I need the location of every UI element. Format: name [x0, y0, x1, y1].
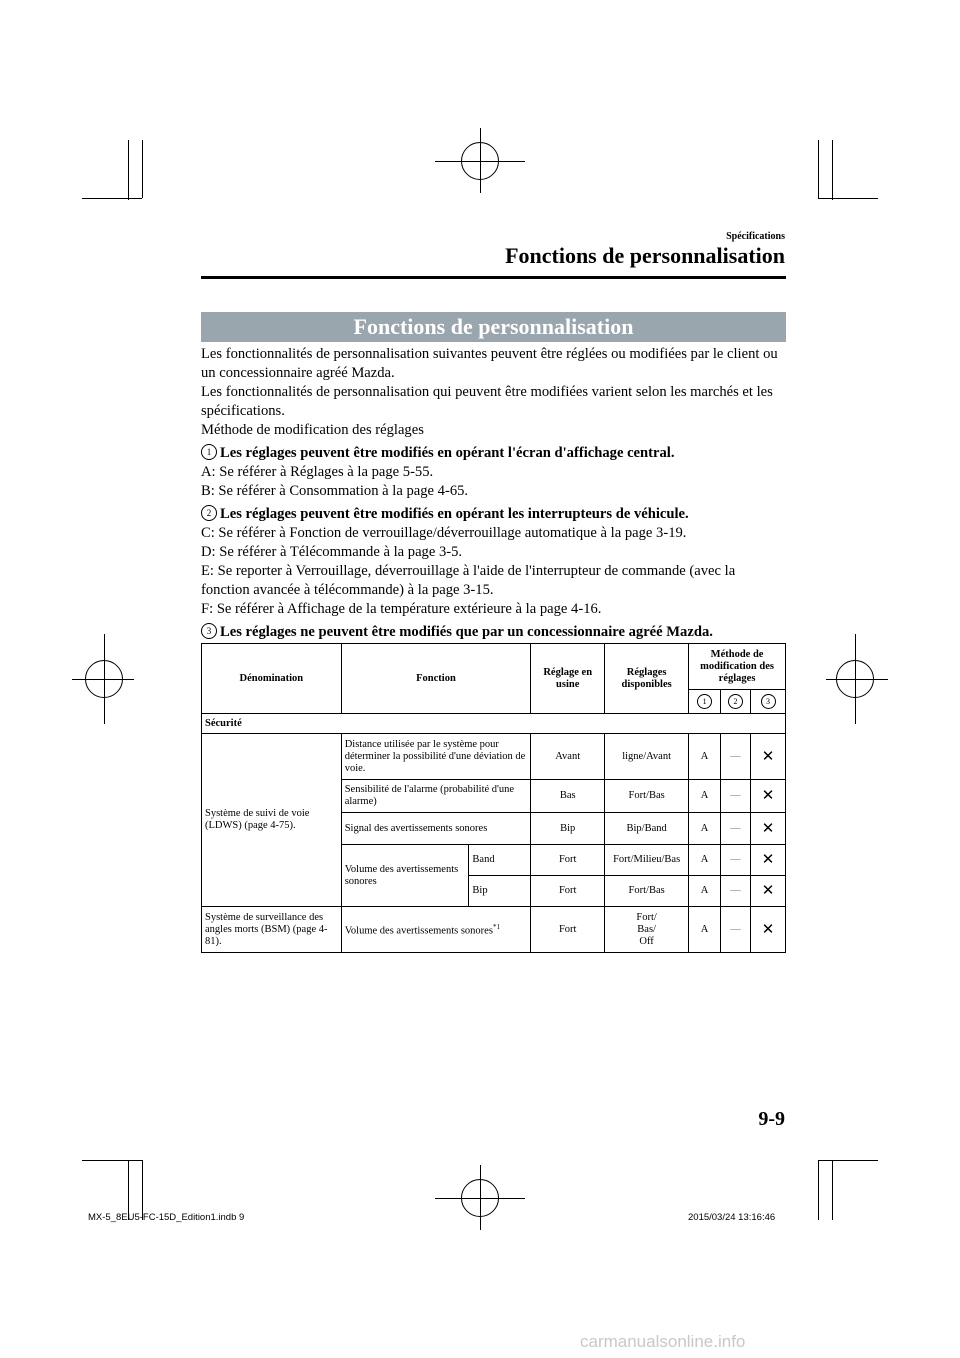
cell-sub: Bip: [469, 876, 531, 907]
cross-icon: ✕: [751, 734, 786, 780]
cell-available: Fort/ Bas/ Off: [605, 907, 689, 953]
method-2-line-c: C: Se référer à Fonction de verrouillage/déverrouillage automatique à la page 3-19.: [201, 525, 687, 541]
cell-factory: Fort: [531, 907, 605, 953]
bsm-name: Système de surveillance des angles morts (BSM) (page 4-81).: [202, 907, 342, 953]
cell-available: ligne/Avant: [605, 734, 689, 780]
cell-function: Sensibilité de l'alarme (probabilité d'une alarme): [341, 780, 531, 813]
cell-m2: —: [721, 734, 751, 780]
cell-m1: A: [689, 780, 721, 813]
page-header-title: Fonctions de personnalisation: [505, 243, 785, 268]
watermark: carmanualsonline.info: [580, 1332, 746, 1351]
cell-sub: Band: [469, 845, 531, 876]
header-name: Dénomination: [202, 644, 342, 714]
cell-factory: Bas: [531, 780, 605, 813]
cell-factory: Fort: [531, 845, 605, 876]
method-1-heading: [201, 444, 786, 463]
table-row: [202, 734, 786, 780]
header-method-3: [751, 690, 786, 714]
header-factory: Réglage en usine: [531, 644, 605, 714]
method-2-line-d: D: Se référer à Télécommande à la page 3-5.: [201, 544, 463, 560]
header-function: Fonction: [341, 644, 531, 714]
cross-icon: ✕: [751, 845, 786, 876]
method-1-line-b: B: Se référer à Consommation à la page 4-65.: [201, 483, 469, 499]
bsm-function-text: Volume des avertissements sonores: [344, 925, 493, 937]
cell-m2: —: [721, 780, 751, 813]
method-2-line-f: F: Se référer à Affichage de la température extérieure à la page 4-16.: [201, 601, 602, 617]
method-3-heading-text: Les réglages ne peuvent être modifiés que par un concessionnaire agréé Mazda.: [220, 624, 713, 640]
circled-number-1-icon: 1: [201, 444, 217, 460]
method-2-heading: [201, 505, 786, 524]
intro-paragraph-3: Méthode de modification des réglages: [201, 422, 424, 438]
intro-text: [201, 345, 786, 440]
footnote-marker: *1: [492, 923, 500, 932]
cell-available: Fort/Bas: [605, 876, 689, 907]
method-2-heading-text: Les réglages peuvent être modifiés en opérant les interrupteurs de véhicule.: [220, 506, 689, 522]
cell-available: Fort/Milieu/Bas: [605, 845, 689, 876]
cell-m2: —: [721, 813, 751, 845]
cross-icon: ✕: [751, 876, 786, 907]
circled-number-2-icon: 2: [201, 505, 217, 521]
footer-file: MX-5_8EU5-FC-15D_Edition1.indb 9: [88, 1212, 245, 1223]
cross-icon: ✕: [751, 813, 786, 845]
method-1-line-a: A: Se référer à Réglages à la page 5-55.: [201, 464, 434, 480]
method-1: [201, 444, 786, 501]
cell-factory: Avant: [531, 734, 605, 780]
section-banner: Fonctions de personnalisation: [201, 312, 786, 342]
header-method: Méthode de modification des réglages: [689, 644, 786, 690]
intro-paragraph-2: Les fonctionnalités de personnalisation qui peuvent être modifiées varient selon les marchés et les spécifications.: [201, 384, 773, 419]
cell-m1: A: [689, 907, 721, 953]
method-1-heading-text: Les réglages peuvent être modifiés en opérant l'écran d'affichage central.: [220, 445, 675, 461]
volume-label: Volume des avertissements sonores: [341, 845, 469, 907]
bsm-function: [341, 907, 531, 953]
page-number: 9-9: [758, 1108, 785, 1130]
intro-paragraph-1: Les fonctionnalités de personnalisation suivantes peuvent être réglées ou modifiées par le client ou un concessionnaire agréé Mazda.: [201, 346, 778, 381]
cell-m2: —: [721, 876, 751, 907]
table-row: [202, 907, 786, 953]
header-method-2: [721, 690, 751, 714]
circled-number-3-icon: 3: [201, 623, 217, 639]
cell-m1: A: [689, 734, 721, 780]
header-available: Réglages disponibles: [605, 644, 689, 714]
header-rule: [201, 276, 786, 279]
cell-m1: A: [689, 876, 721, 907]
cross-icon: ✕: [751, 780, 786, 813]
header-method-1: [689, 690, 721, 714]
cell-function: Distance utilisée par le système pour déterminer la possibilité d'une déviation de voie.: [341, 734, 531, 780]
customization-table: [201, 643, 786, 953]
cell-available: Bip/Band: [605, 813, 689, 845]
section-row-securite: Sécurité: [202, 714, 786, 734]
cell-m2: —: [721, 907, 751, 953]
footer-date: 2015/03/24 13:16:46: [688, 1212, 776, 1223]
cell-m1: A: [689, 813, 721, 845]
ldws-name: Système de suivi de voie (LDWS) (page 4-75).: [202, 734, 342, 907]
circled-number-3-icon: 3: [761, 694, 776, 709]
circled-number-1-icon: 1: [697, 694, 712, 709]
circled-number-2-icon: 2: [728, 694, 743, 709]
method-3: [201, 623, 786, 642]
cell-m2: —: [721, 845, 751, 876]
section-label: Spécifications: [726, 231, 785, 242]
cell-m1: A: [689, 845, 721, 876]
method-2: [201, 505, 786, 619]
method-3-heading: [201, 623, 786, 642]
cell-available: Fort/Bas: [605, 780, 689, 813]
cell-factory: Bip: [531, 813, 605, 845]
cross-icon: ✕: [751, 907, 786, 953]
cell-function: Signal des avertissements sonores: [341, 813, 531, 845]
cell-factory: Fort: [531, 876, 605, 907]
method-2-line-e: E: Se reporter à Verrouillage, déverrouillage à l'aide de l'interrupteur de commande (avec la fonction avancée à télécommande) à la page 3-15.: [201, 563, 736, 598]
